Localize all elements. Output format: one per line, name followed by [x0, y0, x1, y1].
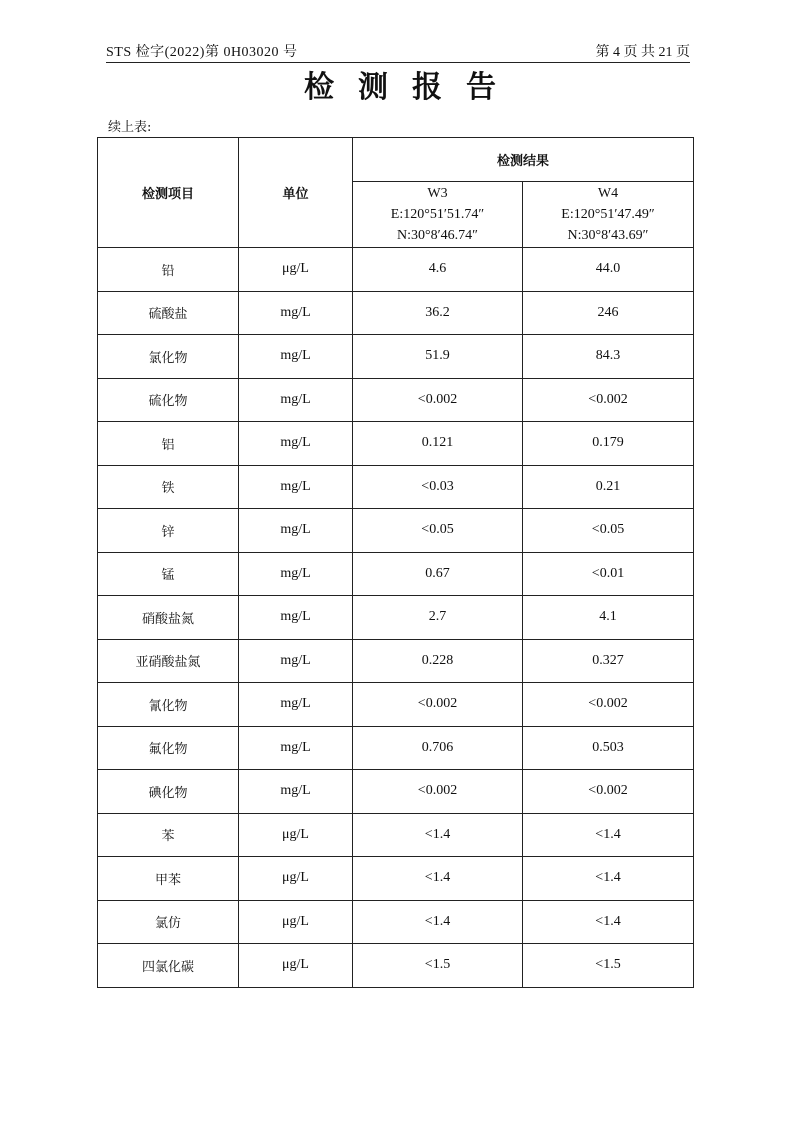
cell-unit: mg/L	[239, 378, 353, 422]
table-row	[98, 422, 694, 466]
report-number: STS 检字(2022)第 0H03020 号	[106, 45, 298, 60]
cell-unit: mg/L	[239, 639, 353, 683]
site-header-w4	[523, 182, 694, 248]
cell-value-w4: 0.179	[523, 422, 694, 466]
report-title: 检测报告	[304, 70, 520, 105]
cell-unit: mg/L	[239, 596, 353, 640]
cell-unit: mg/L	[239, 683, 353, 727]
cell-value-w3: 0.67	[353, 552, 523, 596]
cell-value-w4: 44.0	[523, 248, 694, 292]
cell-value-w4: <0.002	[523, 770, 694, 814]
cell-value-w3: <0.002	[353, 378, 523, 422]
cell-unit: mg/L	[239, 509, 353, 553]
cell-value-w4: <1.4	[523, 900, 694, 944]
cell-item: 锰	[98, 552, 239, 596]
table-row	[98, 465, 694, 509]
cell-item: 四氯化碳	[98, 944, 239, 988]
table-row	[98, 291, 694, 335]
table-row	[98, 509, 694, 553]
cell-item: 锌	[98, 509, 239, 553]
col-header-item: 检测项目	[98, 138, 239, 248]
cell-item: 硫酸盐	[98, 291, 239, 335]
cell-value-w3: <0.05	[353, 509, 523, 553]
site-latitude: N:30°8′46.74″	[397, 228, 478, 243]
cell-value-w4: 246	[523, 291, 694, 335]
table-row	[98, 944, 694, 988]
cell-value-w3: 4.6	[353, 248, 523, 292]
table-row	[98, 639, 694, 683]
cell-value-w4: 0.327	[523, 639, 694, 683]
cell-value-w3: 0.228	[353, 639, 523, 683]
cell-unit: μg/L	[239, 248, 353, 292]
site-header-w3	[353, 182, 523, 248]
cell-item: 苯	[98, 813, 239, 857]
cell-unit: μg/L	[239, 857, 353, 901]
table-row	[98, 335, 694, 379]
table-row	[98, 378, 694, 422]
cell-unit: mg/L	[239, 770, 353, 814]
cell-value-w3: <1.4	[353, 857, 523, 901]
cell-item: 氯化物	[98, 335, 239, 379]
cell-value-w3: 0.121	[353, 422, 523, 466]
cell-value-w3: <0.002	[353, 770, 523, 814]
cell-unit: mg/L	[239, 422, 353, 466]
table-row	[98, 900, 694, 944]
cell-item: 硫化物	[98, 378, 239, 422]
cell-unit: μg/L	[239, 900, 353, 944]
cell-value-w4: <1.4	[523, 813, 694, 857]
cell-unit: mg/L	[239, 465, 353, 509]
table-row	[98, 552, 694, 596]
table-row	[98, 596, 694, 640]
cell-item: 碘化物	[98, 770, 239, 814]
cell-item: 铅	[98, 248, 239, 292]
cell-value-w4: 84.3	[523, 335, 694, 379]
table-row	[98, 683, 694, 727]
site-longitude: E:120°51′47.49″	[561, 207, 655, 222]
cell-value-w3: <1.4	[353, 900, 523, 944]
cell-item: 氰化物	[98, 683, 239, 727]
table-row	[98, 726, 694, 770]
cell-value-w3: 0.706	[353, 726, 523, 770]
table-row	[98, 813, 694, 857]
site-name: W3	[427, 186, 448, 201]
cell-value-w3: 36.2	[353, 291, 523, 335]
results-table	[97, 137, 694, 988]
cell-unit: mg/L	[239, 726, 353, 770]
cell-item: 氟化物	[98, 726, 239, 770]
cell-value-w4: <0.002	[523, 683, 694, 727]
cell-value-w3: <0.002	[353, 683, 523, 727]
cell-unit: μg/L	[239, 813, 353, 857]
cell-value-w4: <1.4	[523, 857, 694, 901]
cell-unit: mg/L	[239, 291, 353, 335]
site-latitude: N:30°8′43.69″	[567, 228, 649, 243]
cell-value-w4: 4.1	[523, 596, 694, 640]
cell-value-w4: <0.05	[523, 509, 694, 553]
cell-value-w3: <1.4	[353, 813, 523, 857]
table-row	[98, 857, 694, 901]
page-header	[106, 40, 690, 63]
cell-item: 甲苯	[98, 857, 239, 901]
cell-item: 亚硝酸盐氮	[98, 639, 239, 683]
cell-item: 铁	[98, 465, 239, 509]
page-number: 第 4 页 共 21 页	[595, 45, 690, 60]
cell-value-w4: <0.002	[523, 378, 694, 422]
table-row	[98, 248, 694, 292]
col-header-unit: 单位	[239, 138, 353, 248]
cell-unit: μg/L	[239, 944, 353, 988]
cell-value-w4: <0.01	[523, 552, 694, 596]
site-longitude: E:120°51′51.74″	[390, 207, 485, 222]
cell-value-w4: 0.21	[523, 465, 694, 509]
table-row	[98, 770, 694, 814]
cell-value-w4: <1.5	[523, 944, 694, 988]
cell-value-w3: <0.03	[353, 465, 523, 509]
cell-item: 硝酸盐氮	[98, 596, 239, 640]
cell-value-w3: 2.7	[353, 596, 523, 640]
cell-value-w4: 0.503	[523, 726, 694, 770]
cell-value-w3: 51.9	[353, 335, 523, 379]
cell-unit: mg/L	[239, 335, 353, 379]
continued-label: 续上表:	[108, 120, 152, 135]
cell-item: 氯仿	[98, 900, 239, 944]
cell-unit: mg/L	[239, 552, 353, 596]
cell-value-w3: <1.5	[353, 944, 523, 988]
col-header-results: 检测结果	[353, 138, 694, 182]
site-name: W4	[597, 186, 619, 201]
cell-item: 铝	[98, 422, 239, 466]
